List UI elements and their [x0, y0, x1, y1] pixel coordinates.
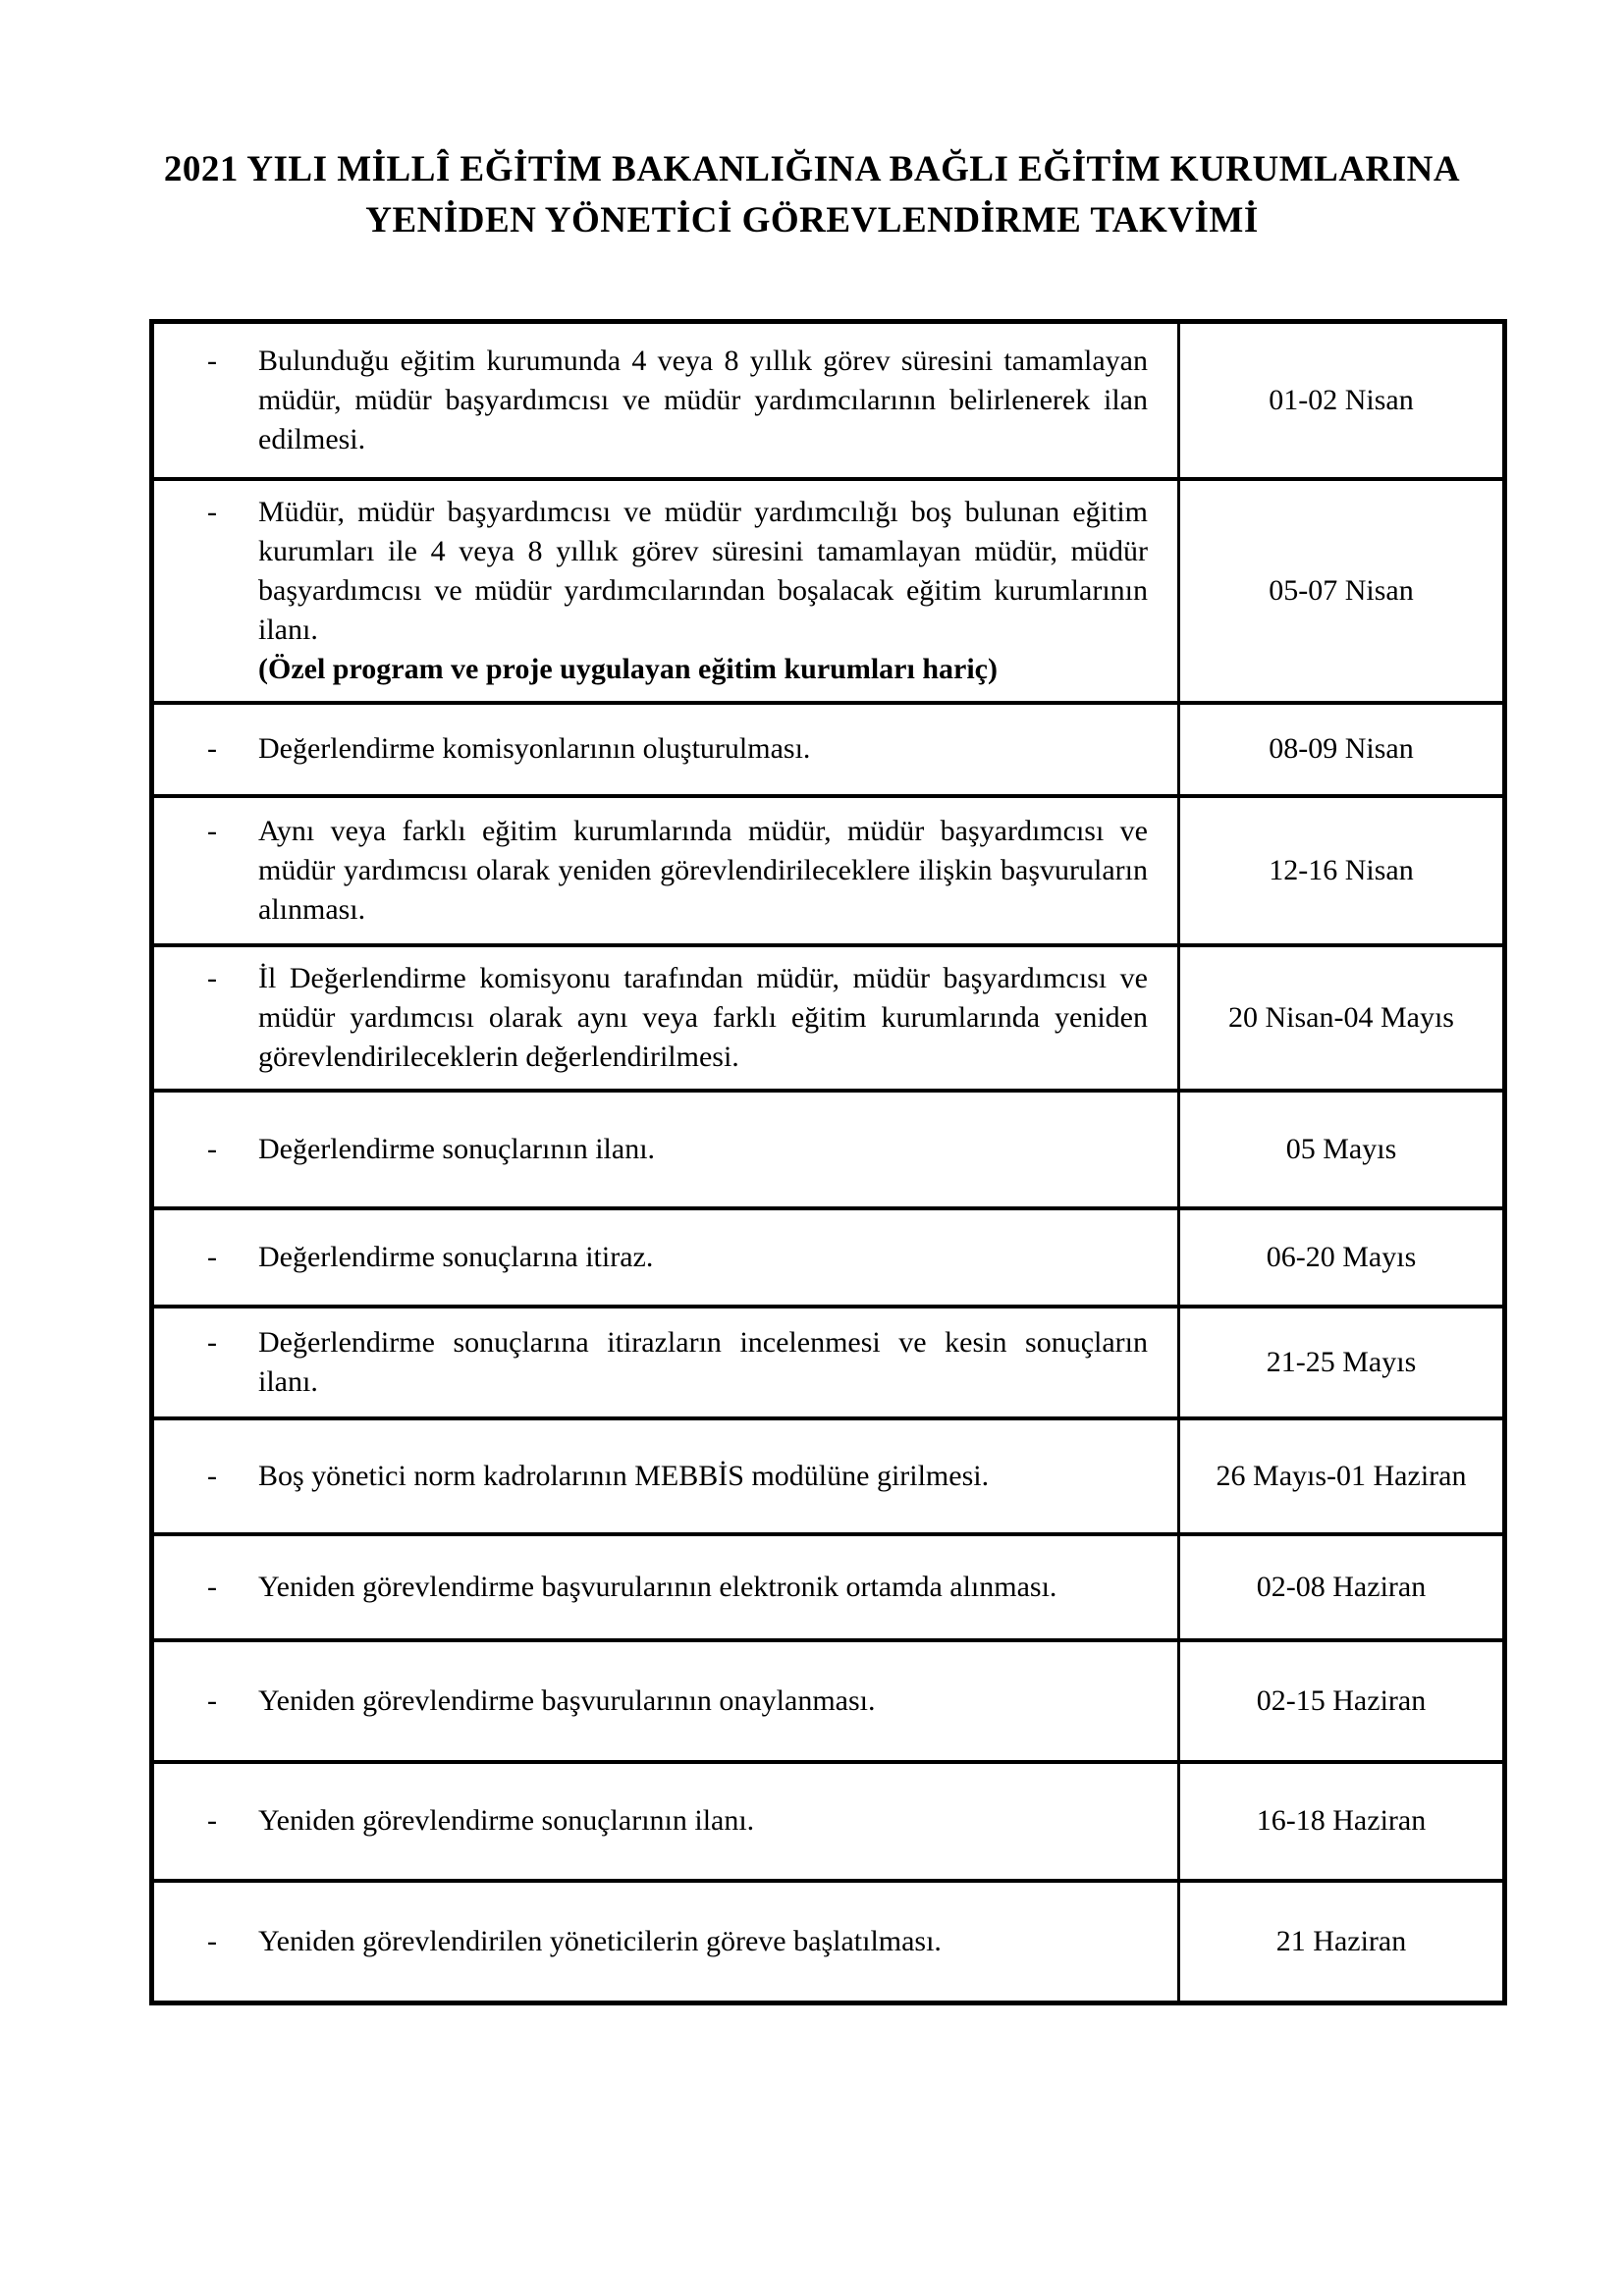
bullet-dash: -: [207, 495, 217, 528]
page-title-line-1: 2021 YILI MİLLÎ EĞİTİM BAKANLIĞINA BAĞLI EĞİTİM KURUMLARINA: [163, 149, 1461, 189]
date-cell: 12-16 Nisan: [1179, 796, 1505, 945]
page-title: [0, 144, 1624, 246]
task-description-cell: [152, 945, 1179, 1091]
date-cell: 02-15 Haziran: [1179, 1640, 1505, 1762]
table-row: [152, 1091, 1505, 1208]
table-row: [152, 1881, 1505, 2003]
date-cell: 21 Haziran: [1179, 1881, 1505, 2003]
bullet-dash: -: [207, 1570, 217, 1603]
table-row: [152, 1418, 1505, 1534]
task-bold-note: (Özel program ve proje uygulayan eğitim kurumları hariç): [258, 652, 998, 685]
bullet-dash: -: [207, 1240, 217, 1273]
task-description-cell: [152, 479, 1179, 703]
bullet-dash: -: [207, 732, 217, 765]
date-cell: 26 Mayıs-01 Haziran: [1179, 1418, 1505, 1534]
task-description-cell: [152, 1091, 1179, 1208]
date-cell: 06-20 Mayıs: [1179, 1208, 1505, 1307]
date-cell: 02-08 Haziran: [1179, 1534, 1505, 1640]
table-row: [152, 1534, 1505, 1640]
bullet-dash: -: [207, 814, 217, 847]
task-description-cell: [152, 1881, 1179, 2003]
task-description-cell: [152, 322, 1179, 479]
date-cell: 05-07 Nisan: [1179, 479, 1505, 703]
bullet-dash: -: [207, 1325, 217, 1359]
task-text: Müdür, müdür başyardımcısı ve müdür yardımcılığı boş bulunan eğitim kurumları ile 4 veya 8 yıllık görev süresini tamamlayan müdür, müdür başyardımcısı ve müdür yardımcılarından boşalacak eğitim kurumlarının ilanı.: [258, 495, 1148, 646]
task-text: Değerlendirme sonuçlarının ilanı.: [258, 1132, 656, 1165]
bullet-dash: -: [207, 1683, 217, 1717]
table-row: [152, 322, 1505, 479]
schedule-table: [149, 319, 1507, 2005]
task-text: Bulunduğu eğitim kurumunda 4 veya 8 yıllık görev süresini tamamlayan müdür, müdür başyardımcısı ve müdür yardımcılarının belirlenerek ilan edilmesi.: [258, 344, 1148, 455]
task-description-cell: [152, 796, 1179, 945]
table-row: [152, 796, 1505, 945]
task-text: Aynı veya farklı eğitim kurumlarında müdür, müdür başyardımcısı ve müdür yardımcısı olarak yeniden görevlendirileceklere ilişkin başvuruların alınması.: [258, 814, 1148, 926]
bullet-dash: -: [207, 1132, 217, 1165]
task-description-cell: [152, 1534, 1179, 1640]
table-row: [152, 1640, 1505, 1762]
task-description-cell: [152, 1762, 1179, 1881]
date-cell: 16-18 Haziran: [1179, 1762, 1505, 1881]
date-cell: 20 Nisan-04 Mayıs: [1179, 945, 1505, 1091]
date-cell: 05 Mayıs: [1179, 1091, 1505, 1208]
table-row: [152, 703, 1505, 796]
date-cell: 08-09 Nisan: [1179, 703, 1505, 796]
table-row: [152, 945, 1505, 1091]
bullet-dash: -: [207, 961, 217, 994]
task-description-cell: [152, 1208, 1179, 1307]
task-text: Değerlendirme sonuçlarına itiraz.: [258, 1240, 654, 1273]
task-description-cell: [152, 1640, 1179, 1762]
table-row: [152, 479, 1505, 703]
task-text: Yeniden görevlendirilen yöneticilerin göreve başlatılması.: [258, 1924, 942, 1957]
date-cell: 21-25 Mayıs: [1179, 1307, 1505, 1418]
date-cell: 01-02 Nisan: [1179, 322, 1505, 479]
task-text: Değerlendirme komisyonlarının oluşturulması.: [258, 732, 811, 765]
table-row: [152, 1762, 1505, 1881]
task-description-cell: [152, 1307, 1179, 1418]
task-text: Boş yönetici norm kadrolarının MEBBİS modülüne girilmesi.: [258, 1459, 990, 1492]
task-text: Yeniden görevlendirme başvurularının onaylanması.: [258, 1683, 876, 1717]
task-description-cell: [152, 703, 1179, 796]
bullet-dash: -: [207, 1804, 217, 1837]
task-description-cell: [152, 1418, 1179, 1534]
table-row: [152, 1307, 1505, 1418]
task-text: İl Değerlendirme komisyonu tarafından müdür, müdür başyardımcısı ve müdür yardımcısı olarak aynı veya farklı eğitim kurumlarında yeniden görevlendirileceklerin değerlendirilmesi.: [258, 961, 1148, 1073]
bullet-dash: -: [207, 1924, 217, 1957]
task-text: Değerlendirme sonuçlarına itirazların incelenmesi ve kesin sonuçların ilanı.: [258, 1325, 1148, 1398]
task-text: Yeniden görevlendirme başvurularının elektronik ortamda alınması.: [258, 1570, 1057, 1603]
bullet-dash: -: [207, 344, 217, 377]
page-title-line-2: YENİDEN YÖNETİCİ GÖREVLENDİRME TAKVİMİ: [365, 200, 1259, 240]
table-row: [152, 1208, 1505, 1307]
task-text: Yeniden görevlendirme sonuçlarının ilanı.: [258, 1804, 755, 1837]
bullet-dash: -: [207, 1459, 217, 1492]
